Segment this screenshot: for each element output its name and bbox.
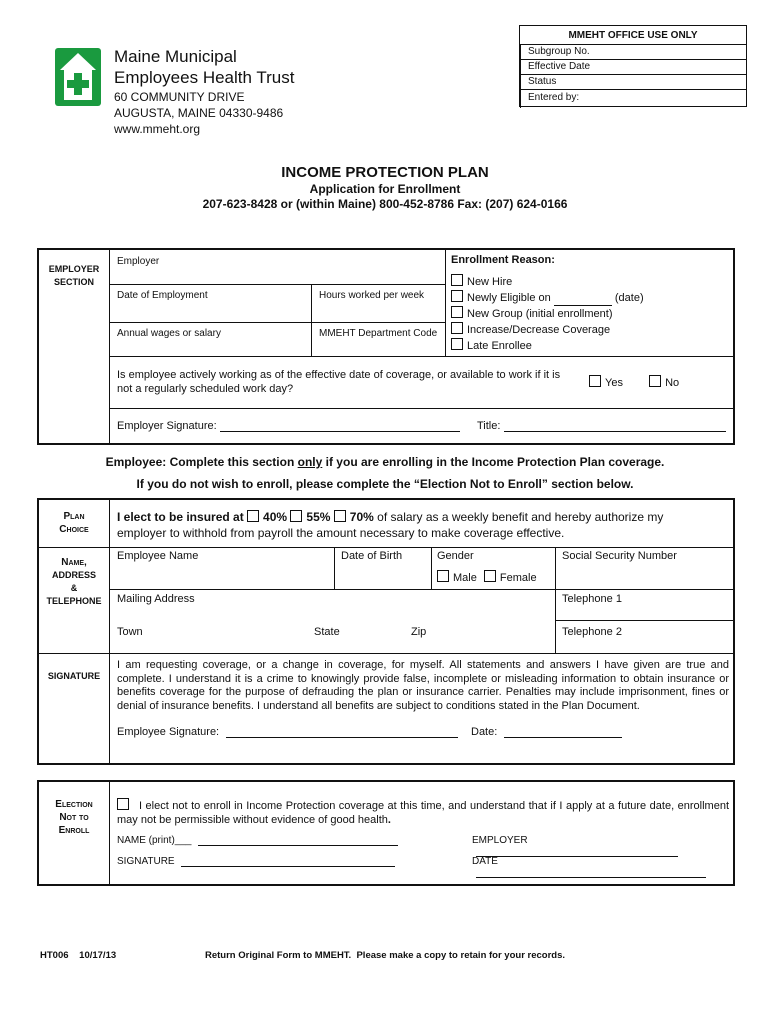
- telephone2-label: Telephone 2: [562, 626, 622, 638]
- employer-section-label2: SECTION: [53, 277, 94, 287]
- female-checkbox[interactable]: [484, 570, 496, 582]
- employer-signature-label: Employer Signature:: [117, 420, 217, 432]
- election-date-field[interactable]: [476, 877, 706, 878]
- house-cross-logo-icon: [55, 48, 101, 106]
- increase-decrease-checkbox[interactable]: [451, 322, 463, 334]
- name-section-label4: TELEPHONE: [46, 596, 102, 606]
- plan-choice-line2: employer to withhold from payroll the amount necessary to make coverage effective.: [117, 526, 565, 540]
- reason-new-group[interactable]: New Group (initial enrollment): [451, 306, 644, 322]
- office-field-effective-date: Effective Date: [528, 61, 591, 72]
- telephone1-label: Telephone 1: [562, 593, 622, 605]
- plan-choice-label1: Plan: [63, 511, 85, 522]
- town-label: Town: [117, 626, 143, 638]
- employer-title-field[interactable]: [504, 431, 726, 432]
- election-signature-label: SIGNATURE: [117, 856, 175, 867]
- reason-late[interactable]: Late Enrollee: [451, 338, 644, 354]
- reason-newly-eligible[interactable]: Newly Eligible on (date): [451, 290, 644, 306]
- return-note: Return Original Form to MMEHT. Please make a copy to retain for your records.: [205, 950, 566, 961]
- plan-55-checkbox[interactable]: [290, 510, 302, 522]
- mailing-address-label: Mailing Address: [117, 593, 195, 605]
- name-section-label1: Name,: [61, 557, 87, 568]
- decline-checkbox[interactable]: [117, 798, 129, 810]
- org-name-line1: Maine Municipal: [114, 47, 237, 66]
- new-hire-checkbox[interactable]: [451, 274, 463, 286]
- male-label: Male: [453, 572, 477, 584]
- form-title: INCOME PROTECTION PLAN: [281, 164, 489, 181]
- office-field-subgroup: Subgroup No.: [528, 46, 590, 57]
- employee-name-label: Employee Name: [117, 550, 199, 562]
- employer-signature-field[interactable]: [220, 431, 460, 432]
- employer-field-label: Employer: [117, 256, 160, 267]
- dob-label: Date of Birth: [341, 550, 403, 562]
- female-label: Female: [499, 572, 537, 584]
- address-line2: AUGUSTA, MAINE 04330-9486: [114, 106, 284, 120]
- instruction-line1: Employee: Complete this section only if you are enrolling in the Income Protection Plan coverage.: [105, 455, 665, 469]
- signature-statement: I am requesting coverage, or a change in coverage, for myself. All statements and answers I have given are true and complete. I understand it is a crime to knowingly provide false, incomplete or misleading information to obtain insurance or benefits coverage for the purpose of defrauding the plan or insurance carrier. Penalties may include imprisonment, fines or denial of insurance benefits. I understand all benefits are subject to conditions stated in the Plan Document.: [117, 659, 729, 712]
- election-label2: Not to: [59, 812, 89, 823]
- employee-signature-label: Employee Signature:: [117, 726, 220, 738]
- gender-label: Gender: [437, 550, 474, 562]
- yes-label: Yes: [605, 377, 623, 389]
- reason-new-hire[interactable]: New Hire: [451, 274, 644, 290]
- office-field-status: Status: [528, 76, 557, 87]
- yes-checkbox[interactable]: [589, 375, 601, 387]
- new-group-checkbox[interactable]: [451, 306, 463, 318]
- male-checkbox[interactable]: [437, 570, 449, 582]
- form-phones: 207-623-8428 or (within Maine) 800-452-8786 Fax: (207) 624-0166: [202, 197, 568, 211]
- form-id: HT006: [40, 950, 69, 961]
- plan-40-checkbox[interactable]: [247, 510, 259, 522]
- form-date: 10/17/13: [79, 950, 117, 961]
- employee-date-label: Date:: [471, 726, 498, 738]
- late-enrollee-checkbox[interactable]: [451, 338, 463, 350]
- employee-date-field[interactable]: [504, 737, 622, 738]
- website: www.mmeht.org: [114, 122, 201, 136]
- date-of-employment-label: Date of Employment: [117, 290, 208, 301]
- enrollment-reason-title: Enrollment Reason:: [451, 254, 555, 266]
- name-print-field[interactable]: [198, 845, 398, 846]
- plan-choice-line1: I elect to be insured at 40% 55% 70% of salary as a weekly benefit and hereby authorize my: [117, 510, 664, 524]
- employer-section: [37, 248, 735, 445]
- instruction-line2: If you do not wish to enroll, please complete the “Election Not to Enroll” section below.: [136, 477, 634, 491]
- state-label: State: [314, 626, 340, 638]
- office-field-entered-by: Entered by:: [528, 92, 580, 103]
- no-label: No: [665, 377, 680, 389]
- employee-section: [37, 498, 735, 765]
- ssn-label: Social Security Number: [562, 550, 677, 562]
- election-label3: Enroll: [58, 825, 90, 836]
- election-signature-field[interactable]: [181, 866, 395, 867]
- actively-working-question: Is employee actively working as of the effective date of coverage, or available to work if it is not a regularly scheduled work day?: [117, 369, 561, 395]
- plan-70-checkbox[interactable]: [334, 510, 346, 522]
- plan-choice-label2: Choice: [59, 524, 89, 535]
- name-print-label: NAME (print)___: [117, 835, 192, 846]
- office-use-title: MMEHT OFFICE USE ONLY: [568, 30, 698, 41]
- form-subtitle: Application for Enrollment: [309, 182, 461, 196]
- zip-label: Zip: [411, 626, 427, 638]
- annual-wages-label: Annual wages or salary: [117, 328, 221, 339]
- name-section-label3: &: [70, 583, 78, 593]
- election-label1: Election: [55, 799, 93, 810]
- reason-increase[interactable]: Increase/Decrease Coverage: [451, 322, 644, 338]
- employee-signature-field[interactable]: [226, 737, 458, 738]
- no-checkbox[interactable]: [649, 375, 661, 387]
- office-use-box: [519, 25, 747, 107]
- employer-section-label1: EMPLOYER: [48, 264, 100, 274]
- hours-per-week-label: Hours worked per week: [319, 290, 425, 301]
- election-date-label: DATE: [472, 856, 498, 867]
- org-name-line2: Employees Health Trust: [114, 68, 295, 87]
- newly-eligible-checkbox[interactable]: [451, 290, 463, 302]
- name-section-label2: ADDRESS: [51, 570, 96, 580]
- signature-section-label: SIGNATURE: [47, 671, 101, 681]
- election-employer-label: EMPLOYER: [472, 835, 528, 846]
- election-statement: I elect not to enroll in Income Protection coverage at this time, and understand that if I apply at a future date, enrollment may not be permissible without evidence of good health.: [117, 800, 729, 826]
- address-line1: 60 COMMUNITY DRIVE: [114, 90, 245, 104]
- dept-code-label: MMEHT Department Code: [319, 328, 438, 339]
- logo: [55, 48, 101, 106]
- employer-title-label: Title:: [477, 420, 501, 432]
- election-section: [37, 780, 735, 886]
